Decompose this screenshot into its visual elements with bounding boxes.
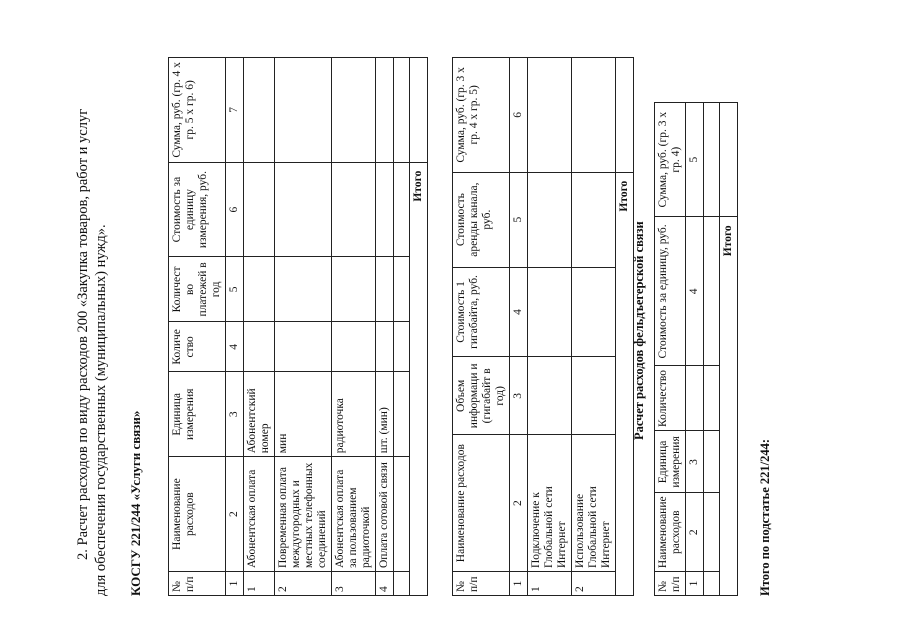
empty-row (394, 58, 410, 596)
column-number: 6 (226, 162, 244, 257)
column-number-row (510, 58, 528, 596)
header-cell: Стоимость за единицу, руб. (655, 217, 686, 366)
table-cell: Использование Глобальной сети Интернет (572, 435, 616, 572)
table-cell: Абонентская оплата за пользованием радиоточкой (332, 457, 376, 572)
total-label: Итого (720, 217, 738, 596)
table-cell (332, 257, 376, 322)
table-row (376, 58, 394, 596)
table-cell: Оплата сотовой связи (376, 457, 394, 572)
table-cell (275, 257, 332, 322)
column-number: 1 (510, 572, 528, 596)
column-number: 4 (510, 267, 528, 357)
column-number: 2 (226, 457, 244, 572)
column-number: 1 (226, 572, 244, 596)
total-value (616, 58, 634, 173)
table-row (244, 58, 275, 596)
table-cell: 1 (244, 572, 275, 596)
header-cell: Стоимость 1 гигабайта, руб. (453, 267, 510, 357)
table-cell (572, 357, 616, 435)
table-row (704, 103, 720, 596)
column-number: 2 (510, 435, 528, 572)
heading-line-1: 2. Расчет расходов по виду расходов 200 «Закупка товаров, работ и услуг (75, 108, 91, 560)
table-cell (275, 58, 332, 163)
total-row (616, 58, 634, 596)
column-number: 1 (686, 572, 704, 596)
table-cell: шт. (мин) (376, 372, 394, 457)
column-number: 5 (686, 103, 704, 217)
table-cell: 4 (376, 572, 394, 596)
total-value (410, 58, 428, 163)
table-cell (275, 322, 332, 372)
header-cell: Единица измерения (655, 431, 686, 493)
table-cell: 3 (332, 572, 376, 596)
column-number: 5 (510, 172, 528, 267)
header-cell: Сумма, руб. (гр. 3 х гр. 4 х гр. 5) (453, 58, 510, 173)
total-row (410, 58, 428, 596)
table-cell: 2 (572, 572, 616, 596)
column-number: 5 (226, 257, 244, 322)
courier-table (654, 102, 738, 596)
table-row (572, 58, 616, 596)
column-number: 3 (686, 431, 704, 493)
column-number: 3 (226, 372, 244, 457)
table-row (275, 58, 332, 596)
header-cell: № п/п (453, 572, 510, 596)
table-row (528, 58, 572, 596)
table-cell (244, 58, 275, 163)
table-cell: Подключение к Глобальной сети Интернет (528, 435, 572, 572)
header-cell: Количество (655, 366, 686, 431)
column-number: 4 (686, 217, 704, 366)
table-cell (332, 162, 376, 257)
column-number: 3 (510, 357, 528, 435)
heading-line-2: для обеспечения государственных (муниципальных) нужд». (93, 224, 109, 596)
table-cell (572, 58, 616, 173)
table-cell: 2 (275, 572, 332, 596)
table-cell (528, 58, 572, 173)
table-cell (528, 267, 572, 357)
table-cell: 1 (528, 572, 572, 596)
table-cell: радиоточка (332, 372, 376, 457)
header-cell: Стоимость аренды канала, руб. (453, 172, 510, 267)
table-cell (244, 322, 275, 372)
header-cell: Стоимость за единицу измерения, руб. (169, 162, 226, 257)
column-number: 4 (226, 322, 244, 372)
header-cell: № п/п (169, 572, 226, 596)
table-cell (332, 58, 376, 163)
table-cell (572, 267, 616, 357)
column-number: 6 (510, 58, 528, 173)
communication-services-table (168, 57, 428, 596)
table-cell (376, 322, 394, 372)
column-number: 7 (226, 58, 244, 163)
table-cell: Абонентский номер (244, 372, 275, 457)
header-cell: № п/п (655, 572, 686, 596)
total-label: Итого (616, 172, 634, 595)
column-number-row (686, 103, 704, 596)
header-cell: Количест во платежей в год (169, 257, 226, 322)
subarticle-total: Итого по подстатье 221/244: (758, 438, 772, 596)
table-cell (376, 257, 394, 322)
courier-title: Расчет расходов фельдъегерской связи (632, 221, 646, 440)
table-cell (244, 162, 275, 257)
column-number (686, 366, 704, 431)
header-cell: Объем информаци и (гигабайт в год) (453, 357, 510, 435)
header-cell: Сумма, руб. (гр. 4 х гр. 5 х гр. 6) (169, 58, 226, 163)
column-number: 2 (686, 493, 704, 572)
kosgu-title: КОСГУ 221/244 «Услуги связи» (128, 410, 143, 596)
header-cell: Наименование расходов (655, 493, 686, 572)
table-cell (528, 172, 572, 267)
header-cell: Количе ство (169, 322, 226, 372)
table-cell (376, 162, 394, 257)
table-header-row (169, 58, 226, 596)
total-row (720, 103, 738, 596)
table-cell: Повременная оплата междугородных и местных телефонных соединений (275, 457, 332, 572)
table-row (332, 58, 376, 596)
header-cell: Сумма, руб. (гр. 3 х гр. 4) (655, 103, 686, 217)
header-cell: Наименование расходов (453, 435, 510, 572)
table-cell (332, 322, 376, 372)
table-cell (376, 58, 394, 163)
table-cell: мин (275, 372, 332, 457)
table-cell (244, 257, 275, 322)
table-cell: Абонентская оплата (244, 457, 275, 572)
table-cell (572, 172, 616, 267)
table-cell (275, 162, 332, 257)
total-label: Итого (410, 162, 428, 595)
table-cell (528, 357, 572, 435)
section-heading (74, 36, 110, 596)
total-value (720, 103, 738, 217)
table-header-row (453, 58, 510, 596)
column-number-row (226, 58, 244, 596)
table-header-row (655, 103, 686, 596)
header-cell: Единица измерения (169, 372, 226, 457)
header-cell: Наименование расходов (169, 457, 226, 572)
internet-table (452, 57, 634, 596)
